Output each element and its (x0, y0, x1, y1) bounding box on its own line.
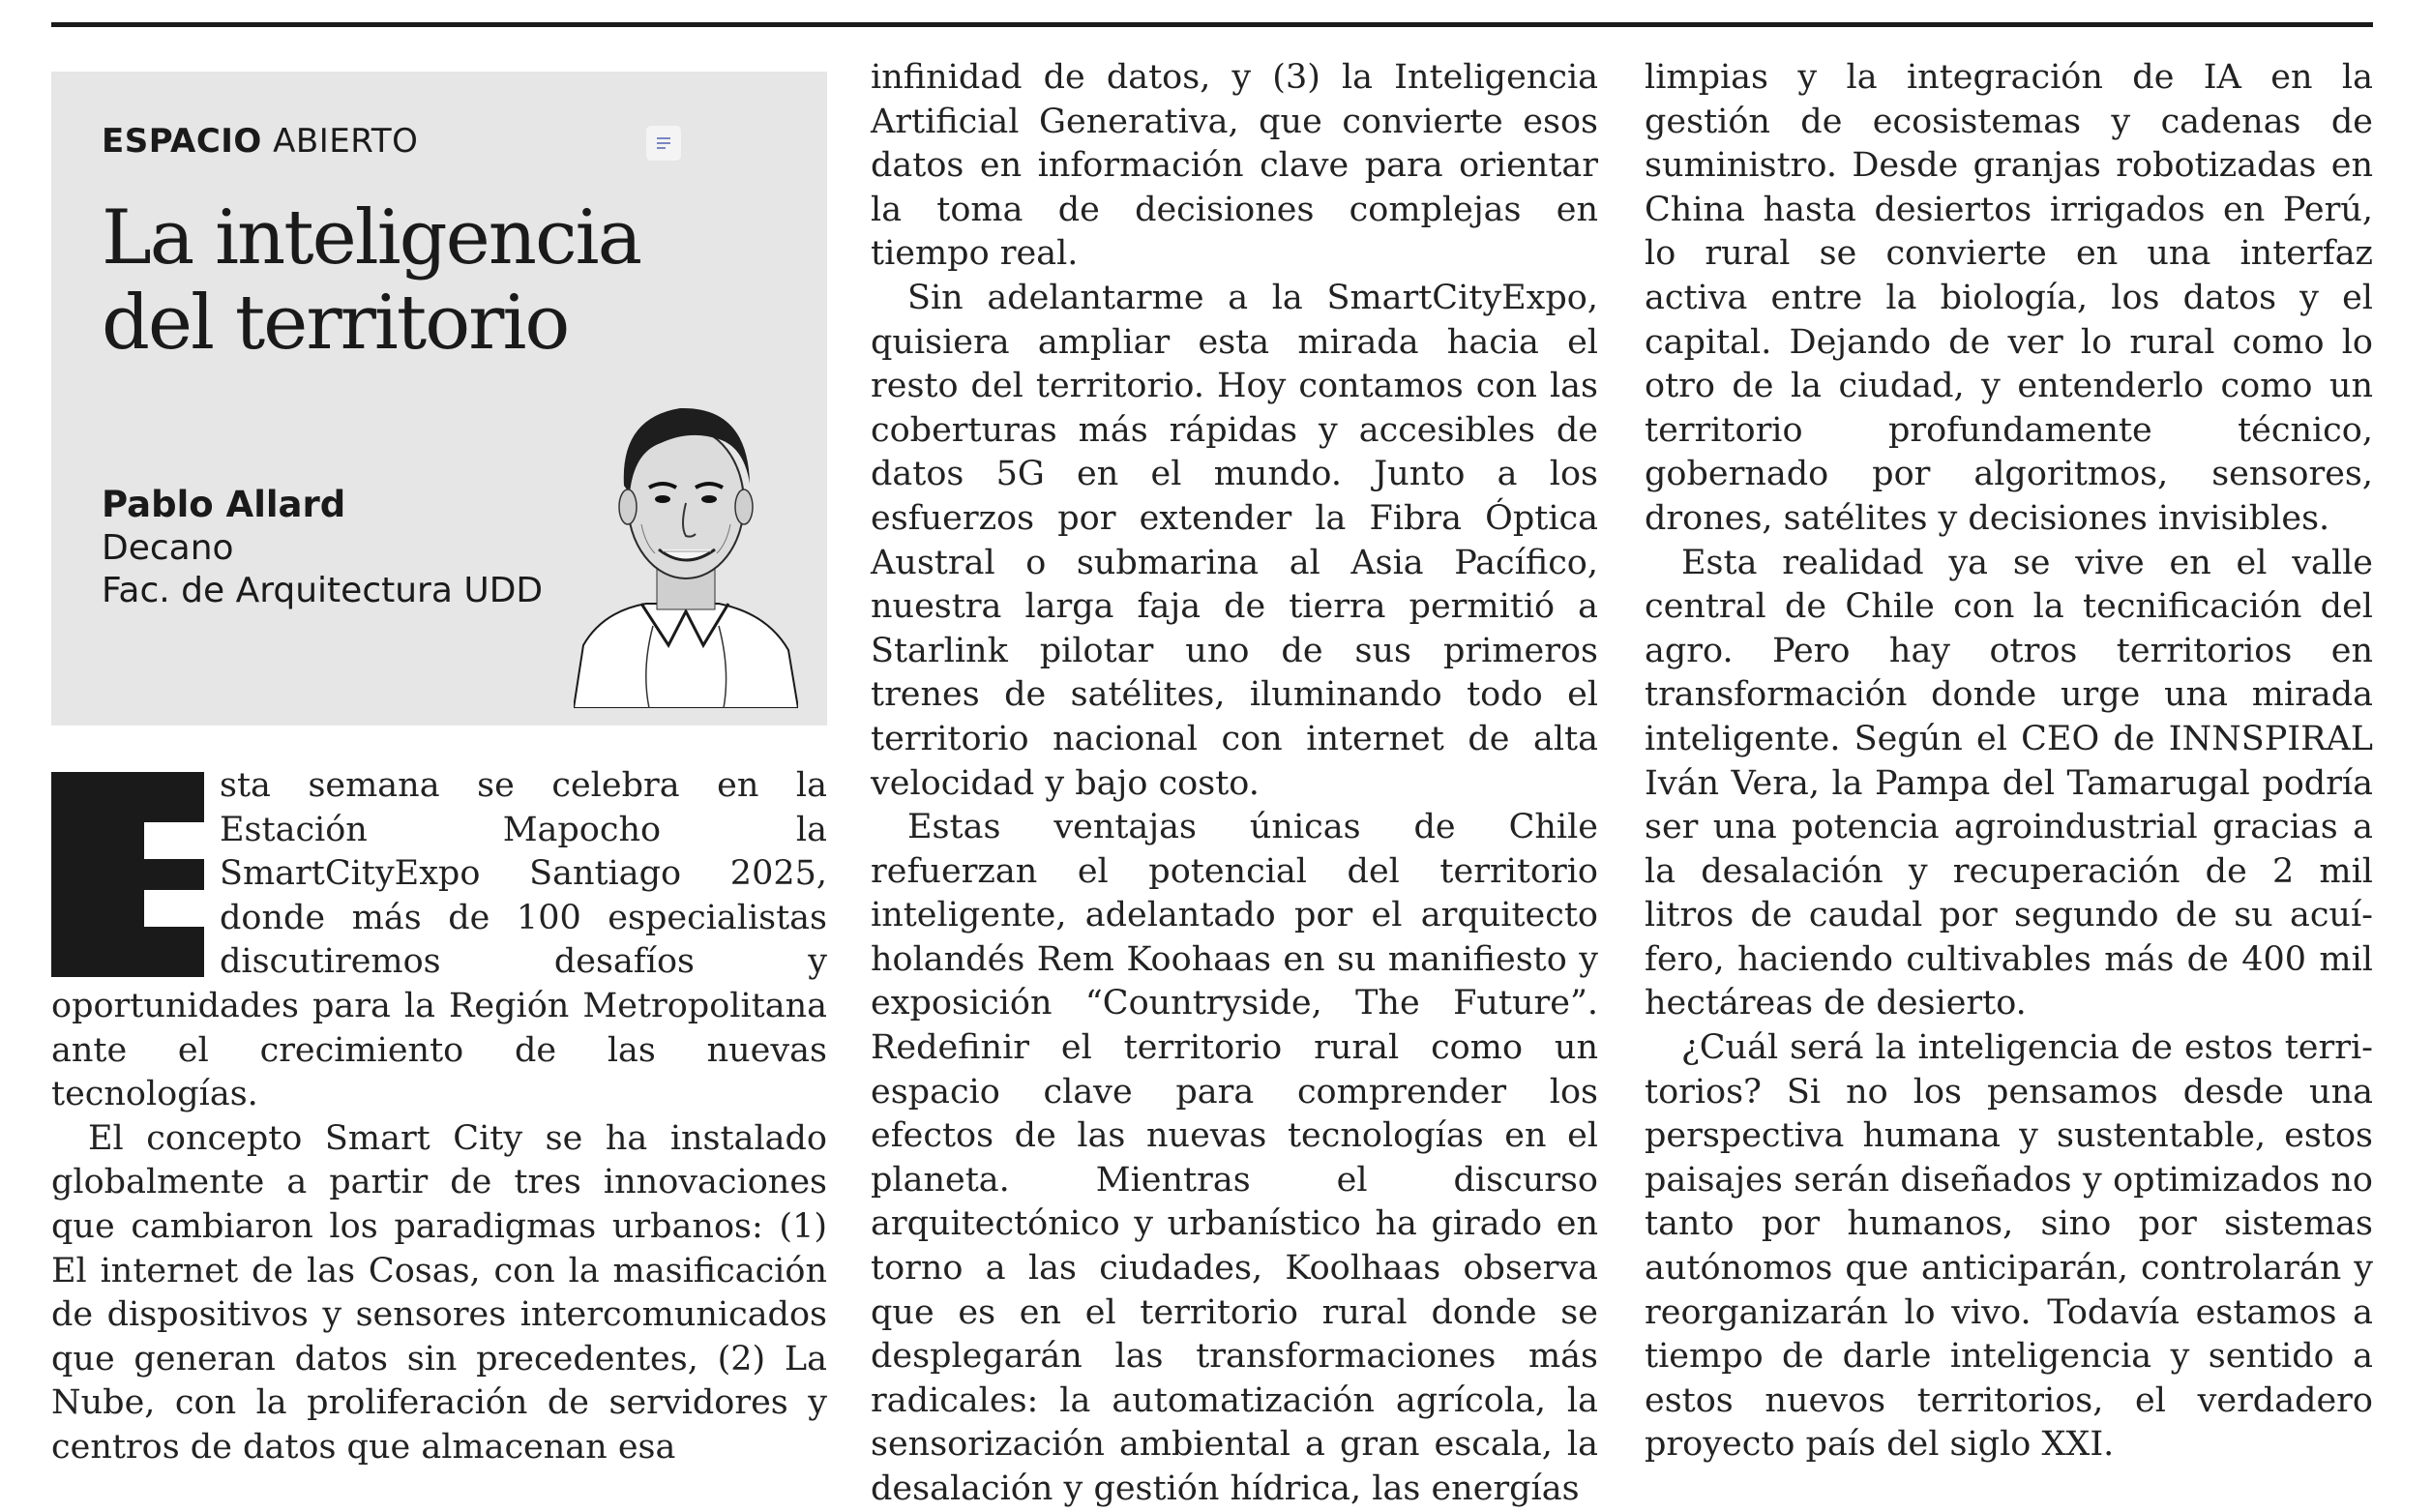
paragraph: Estas ventajas únicas de Chile refuerzan el potencial del territorio inteligente, adelantado por el arquitecto holandés Rem Koohaas en su manifiesto y exposición “Countryside, The Future”. Redefinir el territorio rural como un espacio clave para comprender los efectos de las nuevas tecnologías en el planeta. Mientras el discurso arquitectónico y urbanístico ha girado en torno a las ciudades, Koolhaas observa que es en el territorio rural donde se desplegarán las transformaciones más radicales: la automatización agrícola, la sensorización ambiental a gran escala, la desalación y gestión hídrica, las energías (871, 808, 1598, 1508)
section-label (102, 122, 418, 161)
headline-line-2: del territorio (102, 280, 569, 367)
author-portrait (574, 379, 798, 708)
paragraph: Esta realidad ya se vive en el valle central de Chile con la tecnificación del agro. Pero hay otros territorios en transformación donde urge una mirada inteligente. Según el CEO de INNSPIRAL Iván Vera, la Pampa del Tamarugal podría ser una potencia agroindustrial gracias a la desalación y recuperación de 2 mil litros de caudal por segundo de su acuífero, haciendo cultivables más de 400 mil hectáreas de desierto. (1645, 543, 2373, 1023)
author-role: Decano (102, 528, 234, 568)
headline-line-1: La inteligencia (102, 194, 641, 282)
note-icon[interactable] (646, 126, 681, 161)
paragraph: infinidad de datos, y (3) la Inteligencia Artificial Generativa, que convierte esos datos en información clave para orientar la toma de decisiones complejas en tiempo real. (871, 58, 1598, 274)
paragraph: ¿Cuál será la inteligencia de estos territorios? Si no los pensamos desde una perspectiva humana y sustentable, estos paisajes serán diseñados y optimizados no tanto por humanos, sino por sistemas autónomos que anticiparán, controlarán y reorganizarán lo vivo. Todavía estamos a tiempo de darle inteligencia y sentido a estos nuevos territorios, el verdadero proyecto país del siglo XXI. (1645, 1028, 2373, 1465)
article-header (51, 72, 827, 726)
paragraph: limpias y la integración de IA en la gestión de ecosistemas y cadenas de suministro. Desde granjas robotizadas en China hasta desiertos irrigados en Perú, lo rural se convierte en una interfaz activa entre la biología, los datos y el capital. Dejando de ver lo rural como lo otro de la ciudad, y entenderlo como un territorio profundamente técnico, gobernado por algoritmos, sensores, drones, satélites y decisiones invisibles. (1645, 58, 2373, 538)
headline (102, 195, 643, 366)
section-label-light: ABIERTO (273, 122, 419, 161)
author-faculty: Fac. de Arquitectura UDD (102, 571, 544, 610)
section-label-strong: ESPACIO (102, 122, 262, 161)
article-column-3 (1645, 56, 2373, 1468)
article-column-2 (871, 56, 1598, 1512)
paragraph: El concepto Smart City se ha instalado globalmente a partir de tres innovaciones que cambiaron los paradigmas urbanos: (1) El internet de las Cosas, con la masificación de dispositivos y sensores intercomunicados que generan datos sin precedentes, (2) La Nube, con la proliferación de servidores y centros de datos que almacenan esa (51, 1118, 827, 1467)
top-rule (51, 22, 2373, 27)
article-column-1 (51, 764, 827, 1470)
paragraph: Sin adelantarme a la SmartCityExpo, quisiera ampliar esta mirada hacia el resto del territorio. Hoy contamos con las coberturas más rápidas y accesibles de datos 5G en el mundo. Junto a los esfuerzos por extender la Fibra Óptica Austral o submarina al Asia Pacífico, nuestra larga faja de tierra permitió a Starlink pilotar uno de sus primeros trenes de satélites, iluminando todo el territorio nacional con internet de alta velocidad y bajo costo. (871, 278, 1598, 803)
dropcap (51, 772, 204, 977)
author-name: Pablo Allard (102, 484, 346, 525)
paragraph: sta semana se celebra en la Estación Mapocho la SmartCityExpo Santiago 2025, donde más de 100 especialistas discutiremos desafíos y oportunidades para la Región Metropolitana ante el crecimiento de las nuevas tecnologías. (51, 766, 827, 1114)
